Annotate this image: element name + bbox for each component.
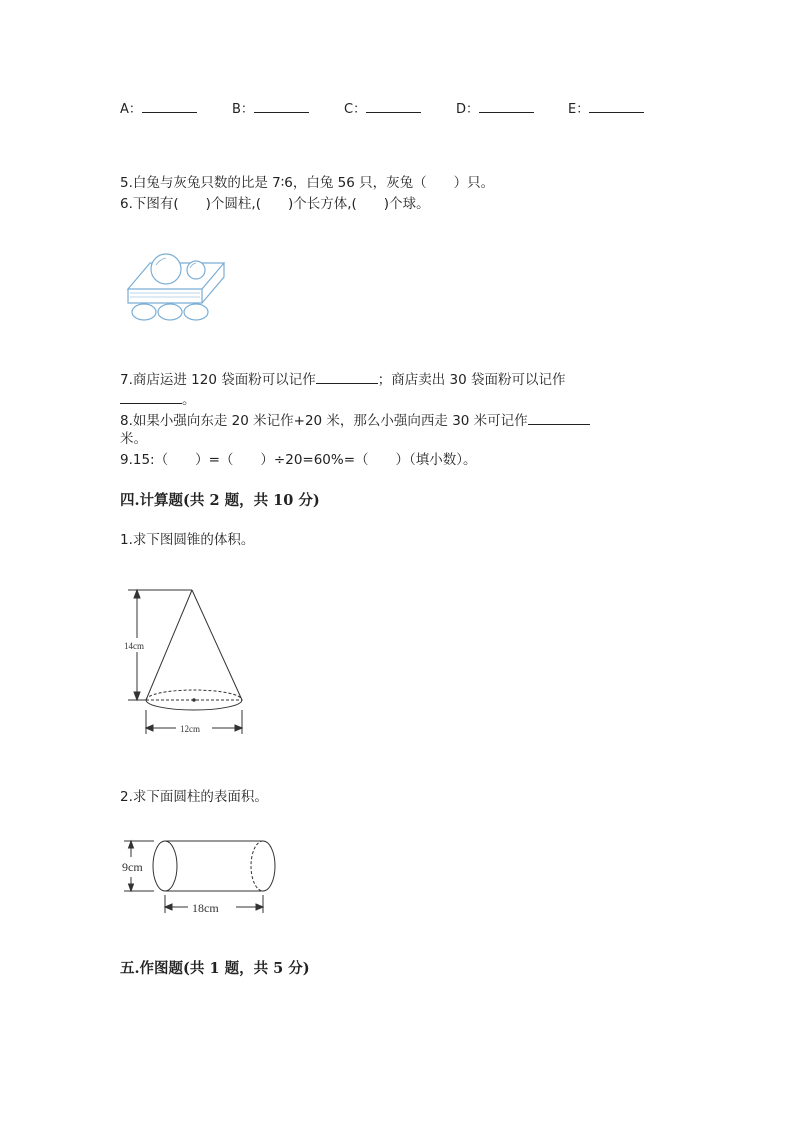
- question-7-end: 。: [182, 392, 196, 408]
- question-8-end: 米。: [120, 431, 147, 447]
- option-d-label: D：: [456, 102, 480, 117]
- option-c: [344, 98, 421, 117]
- cone-side-left: [146, 590, 192, 700]
- section-4-title: 四.计算题(共 2 题，共 10 分): [120, 492, 320, 509]
- question-7-blank1: [316, 369, 378, 384]
- cylinder-3: [184, 304, 208, 320]
- section-4-question-1: 1.求下图圆锥的体积。: [120, 532, 255, 548]
- cone-side-right: [192, 590, 242, 700]
- option-e-label: E：: [568, 102, 590, 117]
- cone-figure: [120, 580, 260, 740]
- option-a-label: A：: [120, 102, 142, 117]
- question-9: 9.15:（ ）=（ ）÷20=60%=（ ）（填小数）。: [120, 452, 477, 468]
- shapes-figure: [120, 245, 230, 325]
- option-a: [120, 98, 197, 117]
- option-d: [456, 98, 534, 117]
- section-5-title: 五.作图题(共 1 题，共 5 分): [120, 960, 310, 977]
- cone-diameter-label: 12cm: [180, 724, 200, 734]
- question-7-part2: ；商店卖出 30 袋面粉可以记作: [377, 372, 566, 388]
- cylinder-length-label: 18cm: [192, 901, 219, 915]
- cone-height-label: 14cm: [124, 641, 144, 651]
- question-8-part1: 8.如果小强向东走 20 米记作+20 米，那么小强向西走 30 米可记作: [120, 413, 528, 429]
- question-7: [120, 369, 566, 389]
- question-7-part1: 7.商店运进 120 袋面粉可以记作: [120, 372, 316, 388]
- section-4-question-2: 2.求下面圆柱的表面积。: [120, 789, 268, 805]
- question-7-blank2: [120, 389, 182, 404]
- question-8-blank: [528, 410, 590, 425]
- option-c-label: C：: [344, 102, 367, 117]
- option-b: [232, 98, 309, 117]
- question-8: [120, 410, 590, 430]
- sphere-small: [187, 261, 205, 279]
- option-d-blank: [479, 98, 534, 113]
- cylinder-figure: [120, 835, 285, 920]
- cylinder-left-face: [153, 841, 177, 891]
- question-6: 6.下图有( )个圆柱,( )个长方体,( )个球。: [120, 196, 430, 212]
- option-b-label: B：: [232, 102, 254, 117]
- option-b-blank: [254, 98, 309, 113]
- question-5: 5.白兔与灰兔只数的比是 7∶6，白兔 56 只，灰兔（ ）只。: [120, 175, 495, 191]
- cylinder-height-label: 9cm: [122, 860, 143, 874]
- sphere-large: [151, 254, 181, 284]
- option-a-blank: [142, 98, 197, 113]
- option-e-blank: [589, 98, 644, 113]
- cylinder-1: [132, 304, 156, 320]
- cylinder-right-back: [251, 841, 263, 891]
- option-c-blank: [366, 98, 421, 113]
- question-7-line2: [120, 389, 196, 409]
- cylinder-2: [158, 304, 182, 320]
- option-e: [568, 98, 644, 117]
- cylinder-right-front: [263, 841, 275, 891]
